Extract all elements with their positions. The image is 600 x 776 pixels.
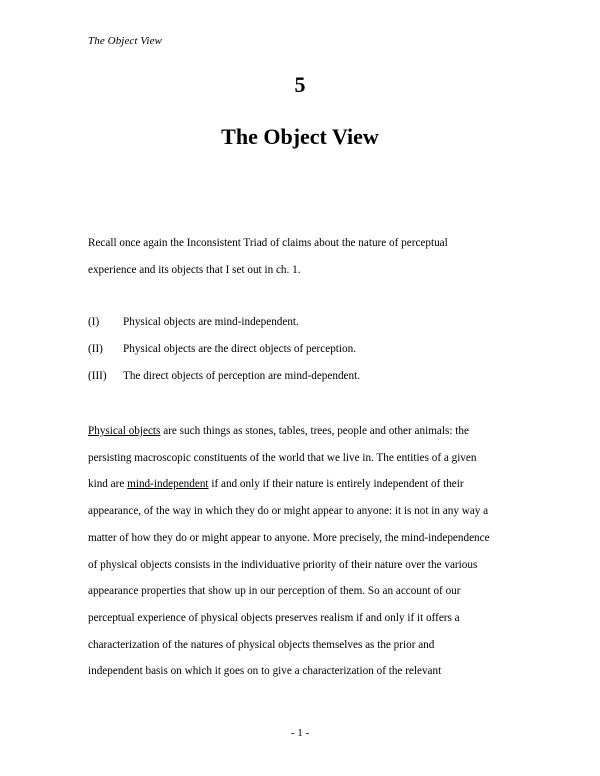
body-text: if and only if their nature is entirely independent of their	[208, 478, 464, 491]
body-line: perceptual experience of physical objects preserves realism if and only if it offers a	[88, 611, 460, 624]
triad-item	[88, 336, 528, 363]
body-paragraph	[88, 418, 528, 685]
triad-item-text: The direct objects of perception are mind-dependent.	[123, 370, 361, 382]
body-line: appearance, of the way in which they do or might appear to anyone: it is not in any way a	[88, 505, 489, 518]
triad-item	[88, 363, 528, 390]
triad-item	[88, 309, 528, 336]
intro-paragraph	[88, 230, 528, 283]
inconsistent-triad-list	[88, 309, 528, 390]
body-line: persisting macroscopic constituents of the world that we live in. The entities of a given	[88, 451, 477, 464]
intro-line: Recall once again the Inconsistent Triad of claims about the nature of perceptual	[88, 237, 448, 249]
defined-term-physical-objects: Physical objects	[88, 425, 161, 437]
body-line	[88, 418, 528, 445]
triad-item-text: Physical objects are the direct objects of perception.	[123, 343, 356, 355]
running-head: The Object View	[88, 35, 162, 47]
triad-item-number: (III)	[88, 370, 107, 382]
body-text: are such things as stones, tables, trees, people and other animals: the	[160, 425, 469, 437]
body-text: kind are	[88, 478, 128, 491]
chapter-number: 5	[294, 72, 306, 97]
defined-term-mind-independent: mind-independent	[127, 478, 209, 491]
body-line: appearance properties that show up in our perception of them. So an account of our	[88, 585, 461, 598]
intro-line: experience and its objects that I set out in ch. 1.	[88, 263, 301, 276]
chapter-title: The Object View	[221, 124, 379, 149]
body-line: characterization of the natures of physical objects themselves as the prior and	[88, 638, 435, 651]
body-line: matter of how they do or might appear to anyone. More precisely, the mind-independence	[88, 531, 490, 544]
body-line	[88, 471, 528, 498]
page-number: - 1 -	[290, 727, 310, 739]
triad-item-number: (II)	[88, 343, 103, 355]
triad-item-text: Physical objects are mind-independent.	[123, 316, 299, 328]
triad-item-number: (I)	[88, 316, 100, 328]
body-line: of physical objects consists in the individuative priority of their nature over the various	[88, 558, 478, 571]
body-line: independent basis on which it goes on to give a characterization of the relevant	[88, 665, 442, 678]
